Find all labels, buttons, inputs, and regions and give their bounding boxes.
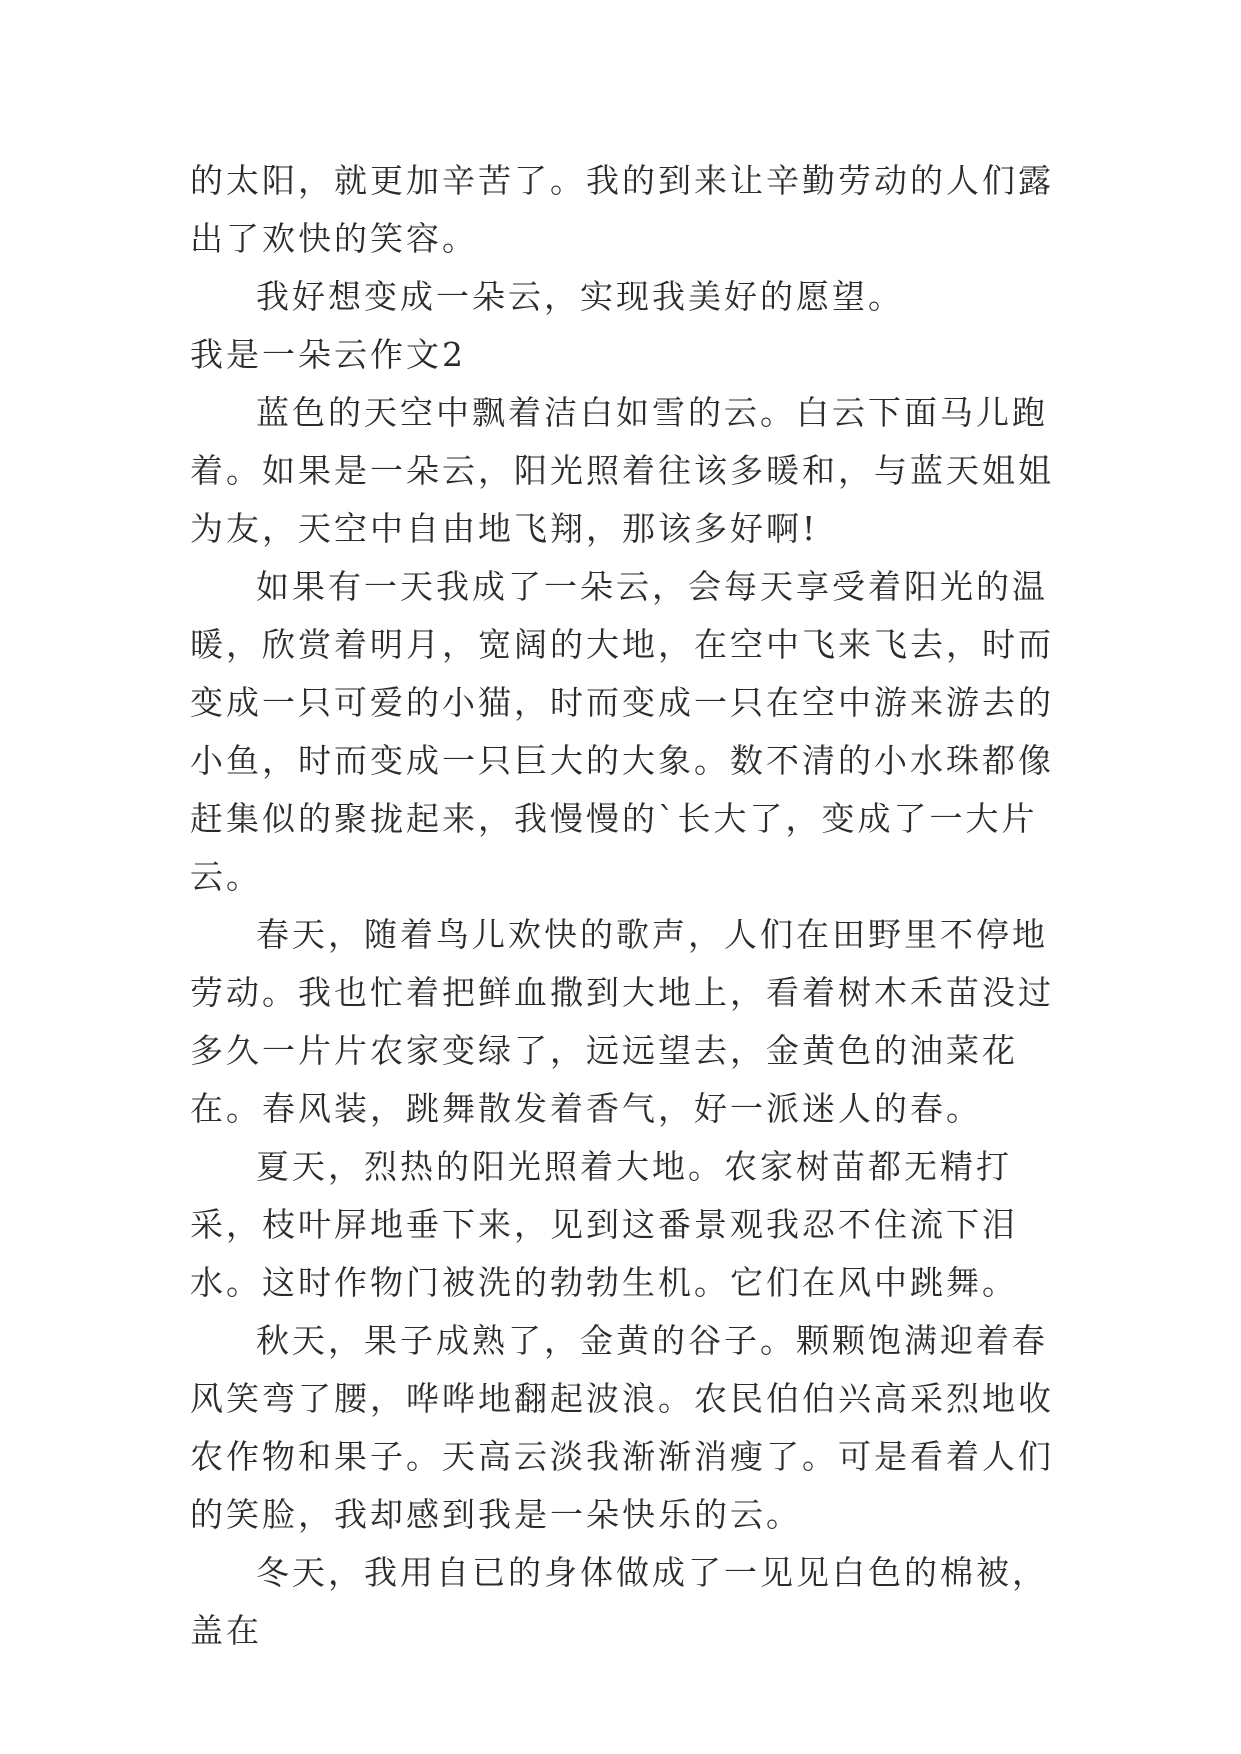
paragraph: 我好想变成一朵云，实现我美好的愿望。 [256,277,904,316]
paragraph: 秋天，果子成熟了，金黄的谷子。颗颗饱满迎着春风笑弯了腰，哗哗地翻起波浪。农民伯伯兴高采烈地收农作物和果子。天高云淡我渐渐消瘦了。可是看着人们的笑脸，我却感到我是一朵快乐的云。 [190,1321,1054,1534]
paragraph: 夏天，烈热的阳光照着大地。农家树苗都无精打采，枝叶屏地垂下来，见到这番景观我忍不住流下泪水。这时作物门被洗的勃勃生机。它们在风中跳舞。 [190,1147,1018,1302]
paragraph: 冬天，我用自已的身体做成了一见见白色的棉被，盖在 [190,1553,1048,1650]
paragraph: 春天，随着鸟儿欢快的歌声，人们在田野里不停地劳动。我也忙着把鲜血撒到大地上，看着树木禾苗没过多久一片片农家变绿了，远远望去，金黄色的油菜花在。春风装，跳舞散发着香气，好一派迷人的春。 [190,915,1054,1128]
paragraph: 如果有一天我成了一朵云，会每天享受着阳光的温暖，欣赏着明月，宽阔的大地，在空中飞来飞去，时而变成一只可爱的小猫，时而变成一只在空中游来游去的小鱼，时而变成一只巨大的大象。数不清的小水珠都像赶集似的聚拢起来，我慢慢的`长大了，变成了一大片云。 [190,567,1054,896]
essay-body [190,152,1060,1660]
paragraph: 蓝色的天空中飘着洁白如雪的云。白云下面马儿跑着。如果是一朵云，阳光照着往该多暖和，与蓝天姐姐为友，天空中自由地飞翔，那该多好啊! [190,393,1054,548]
essay-title: 我是一朵云作文2 [190,335,466,374]
paragraph: 的太阳，就更加辛苦了。我的到来让辛勤劳动的人们露出了欢快的笑容。 [190,161,1054,258]
